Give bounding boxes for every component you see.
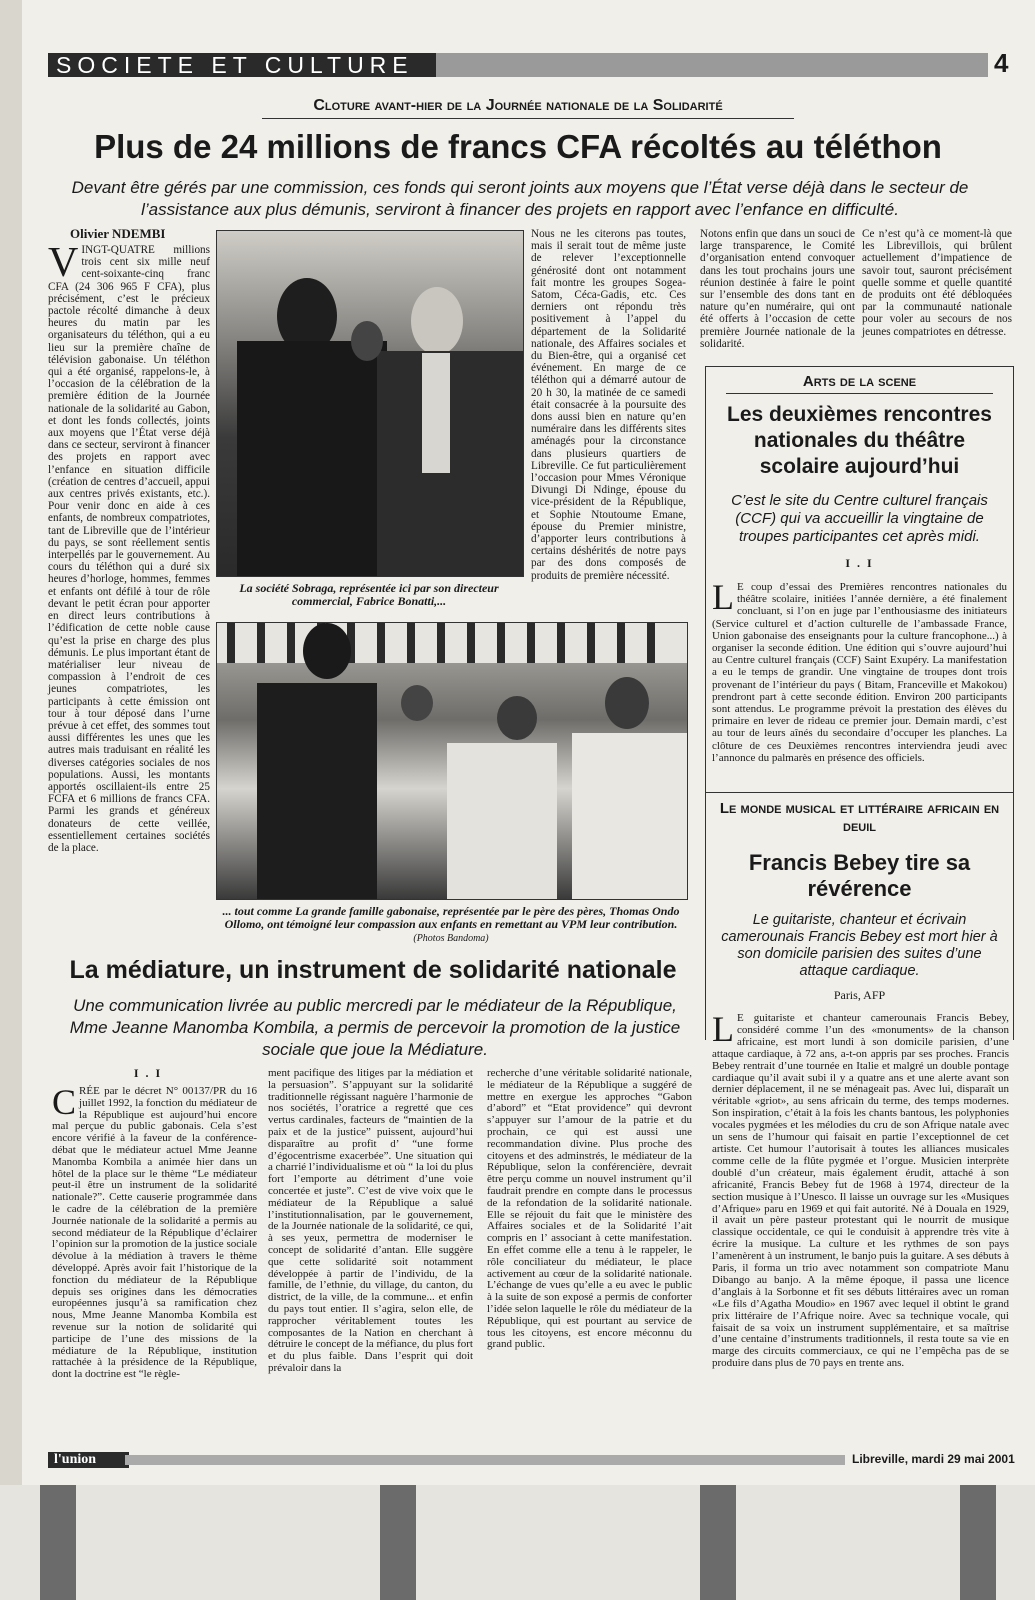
scan-edge xyxy=(0,0,22,1600)
music-kicker: Le monde musical et littéraire africain en deuil xyxy=(719,800,1000,835)
lead-column-3: Nous ne les citerons pas toutes, mais il serait tout de même juste de relever l’exceptionnelle générosité dont ont notamment fait montre les groupes Sogea-Satom, Céca-Gadis, etc. Ces derniers ont répondu très positivement à l’appel du département de la Solidarité nationale, des Affaires sociales et du Bien-être, qui a organisé cet événement. En marge de ce téléthon qui a démarré autour de 20 h 30, la matinée de ce samedi était consacrée à la poursuite des dons aussi bien en nature qu’en numéraire dans les différents sites aménagés pour la circonstance dans plusieurs quartiers de Libreville. Ce fut particulièrement l’occasion pour Mmes Véronique Divungi Di Ndinge, épouse du vice-président de la République, et Sophie Ntoutoume Emane, épouse du Premier ministre, d’apporter leurs contributions à certains déshérités de notre pays par des dons composés de produits de première nécessité. xyxy=(531,228,686,582)
photo-caption-2 xyxy=(216,905,686,945)
lead-column-4: Notons enfin que dans un souci de large transparence, le Comité d’organisation entend convoquer dans les tout prochains jours une réunion destinée à faire le point sur l’ensemble des dons tant en nature qu’en numéraire, qui ont été offerts à l’occasion de cette première Journée nationale de la solidarité. xyxy=(700,228,855,350)
music-body-text: E guitariste et chanteur camerounais Francis Bebey, considéré comme l’un des «monuments» de la chanson africaine, est mort lundi à son domicile parisien, d’une attaque cardiaque, à 72 ans, a-t-on appris par ses proches. Francis Bebey rentrait d’une tournée en Italie et malgré un double pontage cardiaque qu’il avait subi il y a quatre ans et une alerte avant son dernier déplacement, il ne se ménageait pas. Avec lui, disparaît un véritable «griot», au sens africain du terme, des temps modernes. Son inspiration, c’était à la fois les chants bantous, les polyphonies vocales pygmées et les mélodies du cru de son Afrique natale avec un sens de l’humour qui faisait en partie l’exceptionnel de cet artiste. Cet humour l’autorisait à toutes les alliances musicales comme celle de la flûte pygmée et l’orgue. Musicien interprète doublé d’un créateur, mais également érudit, attaché à son africanité, Francis Bebey fut de 1968 à 1974, directeur de la section musique à l’Unesco. Il laisse un ouvrage sur les «Musiques d’Afrique» paru en 1969 et qui fait autorité. Né à Douala en 1929, il avait un père pasteur protestant qui le nourrit de musique classique occidentale, ce qui le conduisit à apprendre très vite à écrire la musique. La culture et les rythmes de son pays l’amenèrent à un instrument, le banjo puis la guitare. A ses débuts à Paris, il forma un trio avec notamment son compatriote Manu Dibango au banjo. A la même époque, il passa une licence d’anglais à la Sorbonne et fit ses débuts littéraires avec un roman «Le fils d’Agatha Moudio» en 1967 avec lequel il obtint le grand prix littéraire de l’Afrique noire. Avec sa technique vocale, qui faisait de sa voix un instrument supplémentaire, et sa maîtrise d’une centaine d’instruments traditionnels, il resta toute sa vie en marge des circuits commerciaux, ce qui ne l’empêcha pas de se produire dans plus de 70 pays en trente ans. xyxy=(712,1012,1009,1370)
arts-body xyxy=(712,577,1007,786)
footer-dateline: Libreville, mardi 29 mai 2001 xyxy=(852,1452,1015,1466)
arts-deck: C’est le site du Centre culturel français (CCF) qui va accueillir la vingtaine de troupes participantes cet après midi. xyxy=(731,492,988,545)
music-drop-cap: L xyxy=(712,1009,734,1049)
newspaper-name: l'union xyxy=(48,1452,129,1468)
photo-crowd-illustration xyxy=(217,623,687,899)
photo-people-illustration xyxy=(217,231,523,576)
lead-kicker: Cloture avant-hier de la Journée nationale de la Solidarité xyxy=(313,97,723,114)
lead-column-1 xyxy=(48,240,210,944)
drop-cap: V xyxy=(48,240,79,286)
music-body xyxy=(712,1009,1009,1370)
photo-caption-2-text: ... tout comme La grande famille gabonaise, représentée par le père des pères, Thomas Ondo Ollomo, ont témoigné leur compassion aux enfants en remettant au VPM leur contribution. xyxy=(222,904,680,931)
mediature-signature: I . I xyxy=(133,1066,163,1080)
photo-famille-gabonaise xyxy=(216,622,688,900)
music-deck: Le guitariste, chanteur et écrivain camerounais Francis Bebey est mort hier à son domicile parisien des suites d’une attaque cardiaque. xyxy=(721,912,998,979)
mediature-drop-cap: C xyxy=(52,1082,77,1122)
scan-post xyxy=(380,1485,416,1600)
scan-post xyxy=(960,1485,996,1600)
byline: Olivier NDEMBI xyxy=(70,226,166,241)
mediature-column-1 xyxy=(52,1082,257,1446)
mediature-col1-text: RÉE par le décret N° 00137/PR du 16 juillet 1992, la fonction du médiateur de la République est aujourd’hui encore mal perçue du public gabonais. Cela s’est encore vérifié à la faveur de la conférence-débat que le médiateur actuel Mme Jeanne Manomba Kombila a animée hier dans un hôtel de la place sur le thème “Le médiateur peut-il être un instrument de la solidarité nationale?”. Cette causerie programmée dans le cadre de la célébration de la première Journée nationale de la solidarité a permis au second médiateur de la République d’éclairer l’opinion sur la promotion de la justice sociale dévolue à la médiation à travers le thème développé. Après avoir fait l’historique de la fonction du médiateur de la République depuis ses origines dans les démocraties européennes jusqu’à sa ramification chez nous, Mme Jeanne Manomba Kombila est revenue sur la notion de solidarité qui participe de l’une des missions de la médiature de la République, institution rattachée à la présidence de la République, dont la doctrine est “le règle- xyxy=(52,1085,257,1381)
mediature-headline: La médiature, un instrument de solidarité nationale xyxy=(69,956,677,984)
arts-kicker-rule xyxy=(726,393,993,394)
music-headline: Francis Bebey tire sa révérence xyxy=(748,850,971,901)
scan-post xyxy=(700,1485,736,1600)
arts-kicker: Arts de la scene xyxy=(802,373,917,390)
arts-box xyxy=(705,366,1014,798)
section-title: SOCIETE ET CULTURE xyxy=(48,53,436,77)
lead-headline: Plus de 24 millions de francs CFA récoltés au téléthon xyxy=(94,128,942,165)
arts-body-text: E coup d’essai des Premières rencontres nationales du théâtre scolaire, initiées l’année dernière, a été finalement concluant, si l’on en juge par l’enthousiasme des initiateurs (Service culturel et d’action culturelle de l’ambassade France, Union gabonaise des enseignants pour la culture francophone...) à organiser la seconde édition. Une édition qui s’ouvre aujourd’hui au Centre culturel français (CCF) Saint Exupéry. La manifestation a eu le temps de grandir. Une vingtaine de troupes dont trois provenant de l’intérieur du pays ( Bitam, Franceville et Makokou) prendront part à cette seconde édition. Environ 200 participants sont attendus. Le programme prévoit la prestation des élèves du primaire en lever de rideau ce premier jour. Demain mardi, c’est au tour de leurs aînés du secondaire d’occuper les planches. La clôture de ces Deuxièmes rencontres interviendra jeudi avec l’annonce du palmarès en présence des officiels. xyxy=(712,581,1007,764)
scan-background xyxy=(0,1485,1035,1600)
photo-sobraga xyxy=(216,230,524,577)
mediature-column-3: recherche d’une véritable solidarité nationale, le médiateur de la République a suggéré de mettre en exergue les approches “Gabon d’abord” et “Etat providence” qui devront s’appuyer sur l’amour de la patrie et du prochain, ce qui est aussi une recommandation divine. Plus proche des citoyens et des adminstrés, le médiateur de la République, selon la conférencière, devrait être perçu comme un nouvel instrument qu’il faudrait prendre en compte dans le processus de la refondation de la solidarité nationale. Elle se réjouit du fait que le ministère des Affaires sociales et de la Solidarité l’ait compris en l’ associant à cette manifestation. En effet comme elle a tenu à le rappeler, le rôle conciliateur du médiateur, le place activement au cœur de la solidarité nationale. L’échange de vues qu’elle a eu avec le public à la suite de son exposé a permis de conforter l’idée selon laquelle le rôle du médiateur de la République, qui est pourtant au service de tous les citoyens, est encore méconnu du grand public. xyxy=(487,1067,692,1351)
lead-column-5: Ce n’est qu’à ce moment-là que les Librevillois, qui brûlent actuellement d’impatience de savoir tout, sauront précisément quelle somme et quelle quantité de produits ont été débloquées par la communauté nationale pour voler au secours de nos jeunes compatriotes en détresse. xyxy=(862,228,1012,338)
lead-deck: Devant être gérés par une commission, ces fonds qui seront joints aux moyens que l’État verse déjà dans le secteur de l’assistance aux plus démunis, serviront à financer des projets en rapport avec l’enfance en difficulté. xyxy=(71,178,969,219)
arts-signature: I . I xyxy=(845,556,874,570)
kicker-rule xyxy=(262,118,794,119)
page-number: 4 xyxy=(994,48,1009,78)
arts-drop-cap: L xyxy=(712,577,734,617)
footer-rule xyxy=(125,1455,845,1465)
photo-caption-1: La société Sobraga, représentée ici par son directeur commercial, Fabrice Bonatti,... xyxy=(239,581,499,608)
lead-col1-text: INGT-QUATRE millions trois cent six mille neuf cent-soixante-cinq franc CFA (24 306 965 F CFA), plus précisément, c’est le précieux pactole récolté dimanche à deux heures du matin par les organisateurs du téléthon, qui a eu lieu sur la première chaîne de télévision gabonaise. Un téléthon qui a été organisé, rappelons-le, à l’occasion de la célébration de la première édition de la Journée nationale de la solidarité au Gabon, et dont les fonds collectés, joints aux moyens que l’État verse déjà dans ce secteur, serviront à financer des projets en rapport avec l’enfance en situation difficile (création de centres d’accueil, appui aux centres privés existants, etc.). Pour venir donc en aide à ces enfants, de nombreux compatriotes, tant de Libreville que de l’intérieur du pays, se sont réellement sentis interpellés par le gouvernement. Au cours du téléthon qui a duré six heures d’horloge, hommes, femmes et enfants ont défilé à tour de rôle devant le petit écran pour apporter en direct leurs contributions à l’édification de cette noble cause qu’est la prise en charge des plus démunis. Le plus important étant de matérialiser leur niveau de compassion à l’endroit de ces jeunes compatriotes, les participants à cette émission ont tour à tour déposé dans l’urne prévue à cet effet, des sommes tout aussi différentes les unes que les autres mais traduisant en réalité les diverses catégories sociales de nos populations. Aussi, les montants apportés oscillaient-ils entre 25 FCFA et 6 millions de francs CFA. Parmi les grands et généreux donateurs de cette veillée, essentiellement certaines sociétés de la place. xyxy=(48,244,210,854)
music-dateline: Paris, AFP xyxy=(833,988,886,1002)
photo-credit: (Photos Bandoma) xyxy=(413,933,489,944)
arts-headline: Les deuxièmes rencontres nationales du théâtre scolaire aujourd’hui xyxy=(727,403,992,478)
mediature-column-2: ment pacifique des litiges par la médiation et la persuasion”. S’appuyant sur la solidarité traditionnelle régissant naguère l’harmonie de nos sociétés, l’oratrice a regretté que ces vertus cardinales, facteurs de “maintien de la paix et de la justice” puissent, aujourd’hui disparaître au profit d’ “une forme d’égocentrisme exacerbée”. Une situation qui a charrié l’individualisme et où “ la loi du plus fort l’emporte au détriment d’une voie concertée et juste”. C’est de vive voix que le médiateur de la République a salué l’institutionnalisation, par le gouvernement, de la Journée nationale de la solidarité, ce qui, à ses yeux, permettra de moderniser le concept de solidarité d’antan. Elle suggère que cette solidarité soit notamment développée à partir de l’individu, de la famille, de l’ethnie, du village, du canton, du district, de la ville, de la commune... et enfin du pays tout entier. Il s’agira, selon elle, de rapprocher véritablement toutes les composantes de la Nation en cherchant à détruire le concept de la méfiance, du plus fort et du plus faible. Dans l’esprit qui doit prévaloir dans la xyxy=(268,1067,473,1374)
section-rule xyxy=(436,53,988,77)
music-box xyxy=(705,792,1014,1040)
mediature-deck: Une communication livrée au public mercredi par le médiateur de la République, Mme Jeanne Manomba Kombila, a permis de percevoir la promotion de la justice sociale que joue la Médiature. xyxy=(69,996,681,1059)
scan-post xyxy=(40,1485,76,1600)
